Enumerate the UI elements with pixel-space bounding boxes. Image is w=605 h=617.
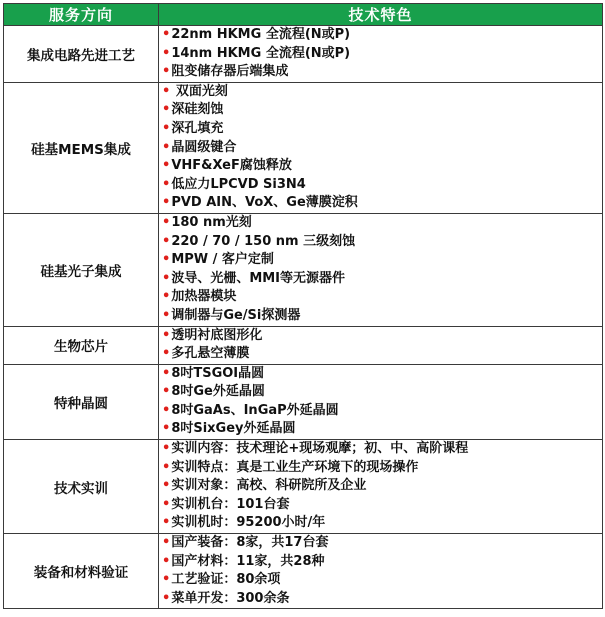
bullet-icon: • [162, 307, 171, 323]
bullet-icon: • [162, 327, 171, 343]
bullet-icon: • [162, 346, 171, 362]
feature-text: 220 / 70 / 150 nm 三级刻蚀 [171, 233, 356, 249]
category-cell: 硅基MEMS集成 [4, 82, 159, 213]
feature-text: 深硅刻蚀 [171, 102, 224, 118]
feature-text: 多孔悬空薄膜 [171, 346, 250, 362]
feature-text: 8吋Ge外延晶圆 [171, 384, 265, 400]
header-features: 技术特色 [159, 4, 603, 26]
feature-text: 22nm HKMG 全流程(N或P) [171, 27, 351, 42]
bullet-icon: • [162, 384, 171, 400]
feature-text: 菜单开发：300余条 [171, 590, 290, 606]
bullet-icon: • [162, 64, 171, 80]
table-row [4, 82, 603, 213]
features-cell [159, 326, 603, 364]
feature-item [162, 214, 602, 233]
feature-item [162, 496, 602, 515]
category-cell: 特种晶圆 [4, 364, 159, 439]
table-row [4, 364, 603, 439]
header-row [4, 4, 603, 26]
feature-text: 透明衬底图形化 [171, 327, 263, 343]
bullet-icon: • [162, 590, 171, 606]
feature-text: 阻变储存器后端集成 [171, 64, 289, 80]
table-row [4, 440, 603, 534]
feature-item [162, 365, 602, 384]
feature-text: 晶圆级键合 [171, 139, 237, 155]
feature-text: 8吋TSGOI晶圆 [171, 365, 265, 381]
feature-text: 8吋GaAs、InGaP外延晶圆 [171, 402, 339, 418]
feature-item [162, 534, 602, 553]
feature-item [162, 307, 602, 326]
feature-item [162, 383, 602, 402]
service-table [3, 3, 603, 609]
feature-text: 加热器模块 [171, 289, 237, 305]
features-cell [159, 440, 603, 534]
header-category: 服务方向 [4, 4, 159, 26]
feature-text: 深孔填充 [171, 120, 224, 136]
feature-item [162, 270, 602, 289]
category-cell: 生物芯片 [4, 326, 159, 364]
feature-item [162, 120, 602, 139]
feature-item [162, 571, 602, 590]
table-row [4, 26, 603, 83]
feature-text: 工艺验证：80余项 [171, 572, 281, 588]
feature-item [162, 101, 602, 120]
bullet-icon: • [162, 83, 171, 99]
feature-item [162, 26, 602, 45]
table-row [4, 326, 603, 364]
feature-text: 调制器与Ge/Si探测器 [171, 307, 301, 323]
feature-text: 国产材料：11家，共28种 [171, 553, 325, 569]
features-cell [159, 534, 603, 609]
bullet-icon: • [162, 553, 171, 569]
feature-text: 国产装备：8家，共17台套 [171, 535, 329, 551]
table-body [4, 26, 603, 609]
bullet-icon: • [162, 535, 171, 551]
bullet-icon: • [162, 139, 171, 155]
bullet-icon: • [162, 459, 171, 475]
bullet-icon: • [162, 572, 171, 588]
category-cell: 硅基光子集成 [4, 213, 159, 326]
feature-item [162, 194, 602, 213]
feature-text: 实训内容：技术理论+现场观摩；初、中、高阶课程 [171, 441, 469, 457]
feature-text: MPW / 客户定制 [171, 252, 274, 268]
bullet-icon: • [162, 496, 171, 512]
feature-item [162, 139, 602, 158]
bullet-icon: • [162, 102, 171, 118]
bullet-icon: • [162, 120, 171, 136]
features-cell [159, 213, 603, 326]
bullet-icon: • [162, 158, 171, 174]
bullet-icon: • [162, 195, 171, 211]
feature-text: 实训特点：真是工业生产环境下的现场操作 [171, 459, 419, 475]
feature-text: 双面光刻 [171, 83, 228, 99]
feature-text: 波导、光栅、MMI等无源器件 [171, 270, 346, 286]
bullet-icon: • [162, 365, 171, 381]
feature-item [162, 553, 602, 572]
bullet-icon: • [162, 421, 171, 437]
feature-item [162, 327, 602, 346]
feature-text: 实训机台：101台套 [171, 496, 290, 512]
feature-item [162, 45, 602, 64]
feature-item [162, 345, 602, 364]
feature-text: 180 nm光刻 [171, 214, 252, 230]
category-cell: 技术实训 [4, 440, 159, 534]
features-cell [159, 364, 603, 439]
feature-item [162, 233, 602, 252]
category-cell: 装备和材料验证 [4, 534, 159, 609]
feature-item [162, 459, 602, 478]
feature-item [162, 477, 602, 496]
bullet-icon: • [162, 252, 171, 268]
feature-text: VHF&XeF腐蚀释放 [171, 158, 292, 174]
features-cell [159, 82, 603, 213]
feature-text: 实训对象：高校、科研院所及企业 [171, 478, 367, 494]
feature-text: 8吋SixGey外延晶圆 [171, 421, 296, 437]
feature-item [162, 176, 602, 195]
bullet-icon: • [162, 176, 171, 192]
bullet-icon: • [162, 214, 171, 230]
feature-item [162, 157, 602, 176]
feature-item [162, 63, 602, 82]
bullet-icon: • [162, 270, 171, 286]
features-cell [159, 26, 603, 83]
feature-text: PVD AIN、VoX、Ge薄膜淀积 [171, 195, 358, 211]
feature-item [162, 420, 602, 439]
bullet-icon: • [162, 515, 171, 531]
table-row [4, 213, 603, 326]
bullet-icon: • [162, 27, 171, 42]
feature-text: 低应力LPCVD Si3N4 [171, 176, 306, 192]
category-cell: 集成电路先进工艺 [4, 26, 159, 83]
bullet-icon: • [162, 289, 171, 305]
table-row [4, 534, 603, 609]
bullet-icon: • [162, 45, 171, 61]
bullet-icon: • [162, 233, 171, 249]
feature-item [162, 83, 602, 102]
feature-item [162, 590, 602, 609]
feature-item [162, 288, 602, 307]
bullet-icon: • [162, 441, 171, 457]
feature-text: 实训机时：95200小时/年 [171, 515, 326, 531]
feature-item [162, 251, 602, 270]
bullet-icon: • [162, 478, 171, 494]
feature-item [162, 514, 602, 533]
feature-text: 14nm HKMG 全流程(N或P) [171, 45, 351, 61]
feature-item [162, 440, 602, 459]
bullet-icon: • [162, 402, 171, 418]
feature-item [162, 402, 602, 421]
